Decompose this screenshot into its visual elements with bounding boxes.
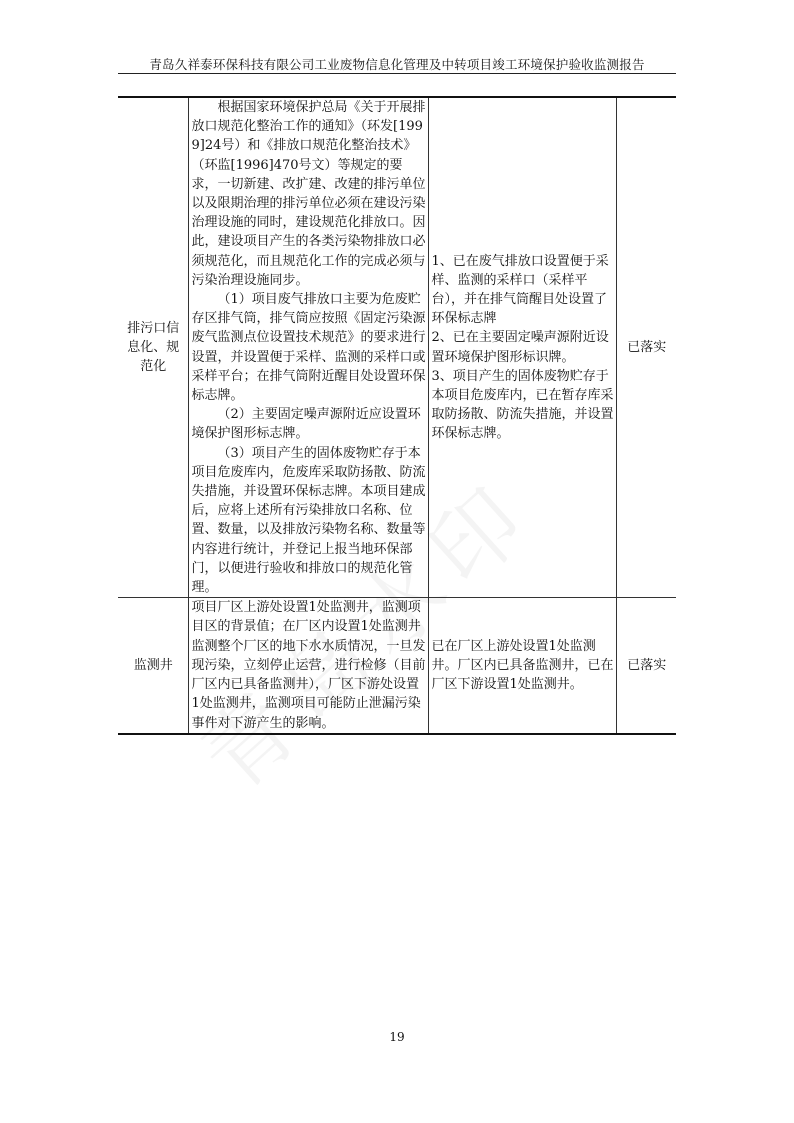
status-cell: 已落实 xyxy=(616,598,676,734)
implementation-line-2: 2、已在主要固定噪声源附近设置环境保护图形标识牌。 xyxy=(431,330,609,365)
requirement-cell xyxy=(188,97,428,598)
item-cell: 排污口信息化、规范化 xyxy=(118,97,188,598)
requirement-point-3: （3）项目产生的固体废物贮存于本项目危废库内，危废库采取防扬散、防流失措施，并设置环保标志牌。本项目建成后，应将上述所有污染排放口名称、位置、数量，以及排放污染物名称、数量等内容进行统计，并登记上报当地环保部门，以便进行验收和排放口的规范化管理。 xyxy=(191,445,426,596)
implementation-cell xyxy=(428,598,616,734)
acceptance-table xyxy=(118,96,676,735)
implementation-line-3: 3、项目产生的固体废物贮存于本项目危废库内，已在暂存库采取防扬散、防流失措施，并设置环保标志牌。 xyxy=(431,368,614,442)
table-row xyxy=(118,598,676,734)
implementation-line-1: 1、已在废气排放口设置便于采样、监测的采样口（采样平台），并在排气筒醒目处设置了环保标志牌 xyxy=(431,253,609,327)
requirement-point-1: （1）项目废气排放口主要为危废贮存区排气筒，排气筒应按照《固定污染源废气监测点位设置技术规范》的要求进行设置，并设置便于采样、监测的采样口或采样平台；在排气筒附近醒目处设置环保标志牌。 xyxy=(191,292,426,404)
status-cell: 已落实 xyxy=(616,97,676,598)
implementation-line-1: 已在厂区上游处设置1处监测井。厂区内已具备监测井，已在厂区下游设置1处监测井。 xyxy=(431,638,614,693)
header-divider xyxy=(118,73,676,74)
requirement-cell xyxy=(188,598,428,734)
page-header: 青岛久祥泰环保科技有限公司工业废物信息化管理及中转项目竣工环境保护验收监测报告 xyxy=(149,57,645,72)
requirement-intro: 根据国家环境保护总局《关于开展排放口规范化整治工作的通知》（环发[1999]24号）和《排放口规范化整治技术》（环监[1996]470号文）等规定的要求，一切新建、改扩建、改建的排污单位以及限期治理的排污单位必须在建设污染治理设施的同时，建设规范化排放口。因此，建设项目产生的各类污染物排放口必须规范化，而且规范化工作的完成必须与污染治理设施同步。 xyxy=(191,100,426,288)
implementation-cell xyxy=(428,97,616,598)
item-cell: 监测井 xyxy=(118,598,188,734)
requirement-intro: 项目厂区上游处设置1处监测井，监测项目区的背景值；在厂区内设置1处监测井监测整个厂区的地下水水质情况，一旦发现污染，立刻停止运营，进行检修（目前厂区内已具备监测井），厂区下游处设置1处监测井，监测项目可能防止泄漏污染事件对下游产生的影响。 xyxy=(191,600,426,731)
requirement-point-2: （2）主要固定噪声源附近应设置环境保护图形标志牌。 xyxy=(191,407,421,442)
table-row xyxy=(118,97,676,598)
page-number: 19 xyxy=(389,1030,405,1044)
